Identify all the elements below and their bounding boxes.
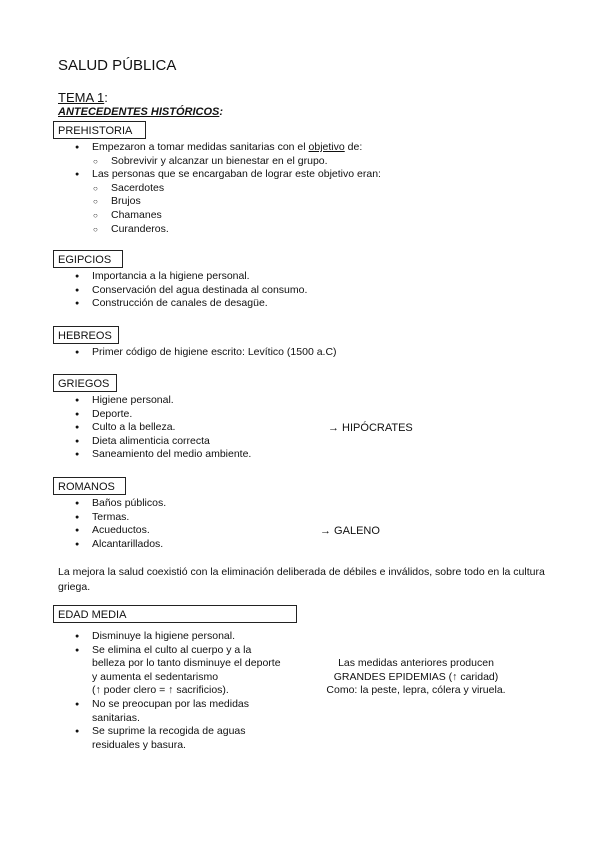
epidemias-line: Como: la peste, lepra, cólera y viruela. [326, 684, 506, 697]
romanos-list [0, 497, 166, 551]
sub-list-item: ○ Chamanes [0, 209, 381, 223]
epidemias-line: Las medidas anteriores producen [338, 657, 494, 669]
list-item: ● Culto a la belleza. [0, 421, 251, 435]
list-item: ● Las personas que se encargaban de lograr este objetivo eran: [0, 168, 381, 182]
list-item-continuation: sanitarias. [92, 711, 140, 724]
griegos-list [0, 394, 251, 462]
list-item-continuation: y aumenta el sedentarismo [92, 670, 219, 683]
list-item: ● Se suprime la recogida de aguas [0, 725, 281, 739]
sub-list-item: ○ Sacerdotes [0, 182, 381, 196]
list-item: ● Alcantarillados. [0, 538, 166, 552]
antecedentes-heading [58, 106, 223, 118]
list-item: ● Higiene personal. [0, 394, 251, 408]
list-item: ● Saneamiento del medio ambiente. [0, 448, 251, 462]
tema-heading [58, 90, 108, 105]
list-item [0, 141, 381, 155]
section-heading-edad-media: EDAD MEDIA [53, 605, 297, 623]
list-item-continuation: (↑ poder clero = ↑ sacrificios). [92, 684, 229, 697]
list-item: ● Baños públicos. [0, 497, 166, 511]
page-title: SALUD PÚBLICA [58, 57, 177, 74]
griegos-side-note: → HIPÓCRATES [328, 422, 413, 434]
section-heading-griegos: GRIEGOS [53, 374, 117, 392]
list-item: ● Construcción de canales de desagüe. [0, 297, 307, 311]
list-item: ● Se elimina el culto al cuerpo y a la [0, 644, 281, 658]
romanos-side-note: → GALENO [320, 525, 380, 537]
paragraph: La mejora la salud coexistió con la eliminación deliberada de débiles e inválidos, sobre todo en la cultura griega. [58, 566, 545, 593]
section-heading-prehistoria: PREHISTORIA [53, 121, 146, 139]
sub-list-item: ○ Curanderos. [0, 223, 381, 237]
antecedentes-suffix: : [219, 106, 224, 118]
section-heading-hebreos: HEBREOS [53, 326, 119, 344]
hebreos-list [0, 346, 337, 360]
list-item: ● Disminuye la higiene personal. [0, 630, 281, 644]
section-heading-egipcios: EGIPCIOS [53, 250, 123, 268]
list-item-text: Empezaron a tomar medidas sanitarias con el [92, 141, 309, 153]
section-heading-romanos: ROMANOS [53, 477, 126, 495]
epidemias-note [306, 657, 526, 698]
list-item: ● Acueductos. [0, 524, 166, 538]
egipcios-list [0, 270, 307, 311]
list-item: ● Importancia a la higiene personal. [0, 270, 307, 284]
antecedentes-label: ANTECEDENTES HISTÓRICOS [58, 106, 220, 118]
list-item: ● Deporte. [0, 408, 251, 422]
list-item: ● Primer código de higiene escrito: Levítico (1500 a.C) [0, 346, 337, 360]
sub-list-item: ○ Sobrevivir y alcanzar un bienestar en el grupo. [0, 155, 381, 169]
prehistoria-list [0, 141, 381, 236]
list-item-continuation: belleza por lo tanto disminuye el deporte [92, 657, 281, 670]
list-item-continuation: residuales y basura. [92, 738, 186, 751]
list-item: ● Dieta alimenticia correcta [0, 435, 251, 449]
objetivo-underlined: objetivo [308, 141, 345, 153]
list-item: ● Conservación del agua destinada al consumo. [0, 284, 307, 298]
tema-label: TEMA 1 [58, 90, 105, 105]
epidemias-line: GRANDES EPIDEMIAS (↑ caridad) [333, 670, 499, 683]
list-item-text: de: [344, 141, 363, 153]
list-item: ● Termas. [0, 511, 166, 525]
list-item: ● No se preocupan por las medidas [0, 698, 281, 712]
sub-list-item: ○ Brujos [0, 195, 381, 209]
edad-media-list [0, 630, 281, 752]
tema-suffix: : [104, 90, 108, 105]
